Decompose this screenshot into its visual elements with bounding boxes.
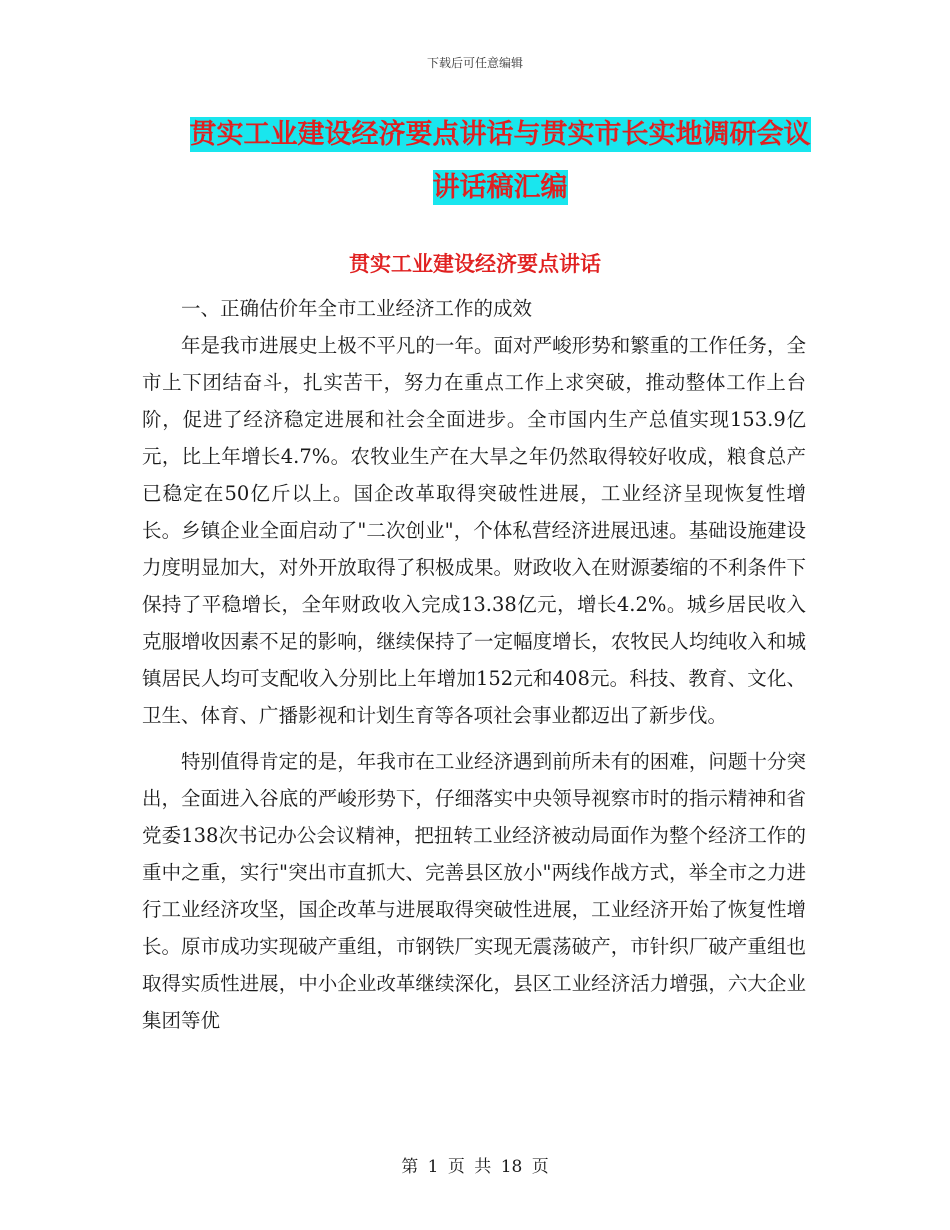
page-footer: 第 1 页 共 18 页 <box>401 1157 549 1177</box>
document-title-line-1: 贯实工业建设经济要点讲话与贯实市长实地调研会议 <box>189 119 811 150</box>
header-note: 下载后可任意编辑 <box>426 56 523 70</box>
document-title-line-2: 讲话稿汇编 <box>432 172 568 203</box>
document-title <box>180 108 820 214</box>
paragraph: 特别值得肯定的是，年我市在工业经济遇到前所未有的困难，问题十分突出，全面进入谷底的严峻形势下，仔细落实中央领导视察市时的指示精神和省党委138次书记办公会议精神，把扭转工业经济被动局面作为整个经济工作的重中之重，实行"突出市直抓大、完善县区放小"两线作战方式，举全市之力进行工业经济攻坚，国企改革与进展取得突破性进展，工业经济开始了恢复性增长。原市成功实现破产重组，市钢铁厂实现无震荡破产，市针织厂破产重组也取得实质性进展，中小企业改革继续深化，县区工业经济活力增强，六大企业集团等优 <box>142 750 806 1032</box>
body-text <box>142 290 806 1039</box>
paragraph: 年是我市进展史上极不平凡的一年。面对严峻形势和繁重的工作任务，全市上下团结奋斗，扎实苦干，努力在重点工作上求突破，推动整体工作上台阶，促进了经济稳定进展和社会全面进步。全市国内生产总值实现153.9亿元，比上年增长4.7%。农牧业生产在大旱之年仍然取得较好收成，粮食总产已稳定在50亿斤以上。国企改革取得突破性进展，工业经济呈现恢复性增长。乡镇企业全面启动了"二次创业"，个体私营经济进展迅速。基础设施建设力度明显加大，对外开放取得了积极成果。财政收入在财源萎缩的不利条件下保持了平稳增长，全年财政收入完成13.38亿元，增长4.2%。城乡居民收入克服增收因素不足的影响，继续保持了一定幅度增长，农牧民人均纯收入和城镇居民人均可支配收入分别比上年增加152元和408元。科技、教育、文化、卫生、体育、广播影视和计划生育等各项社会事业都迈出了新步伐。 <box>142 334 806 727</box>
paragraph-heading: 一、正确估价年全市工业经济工作的成效 <box>181 297 533 320</box>
section-title: 贯实工业建设经济要点讲话 <box>349 252 601 276</box>
